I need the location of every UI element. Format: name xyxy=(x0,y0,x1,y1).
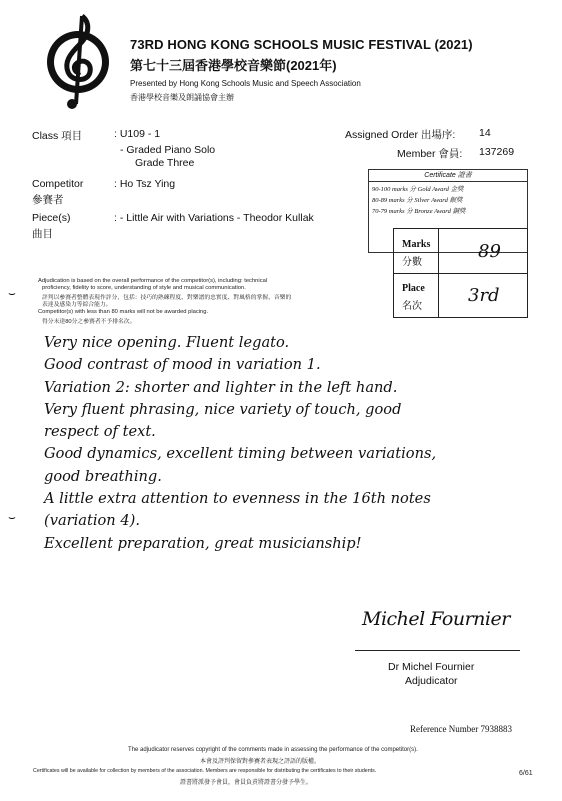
member-label: Member 會員: xyxy=(397,148,463,160)
adjudicator-comments xyxy=(44,332,544,555)
comment-line: (variation 4). xyxy=(44,512,140,530)
marks-value: 89 xyxy=(478,241,501,262)
pieces-label: Piece(s) xyxy=(32,212,71,224)
festival-title: 73RD HONG KONG SCHOOLS MUSIC FESTIVAL (2021) xyxy=(130,37,473,52)
note-line: Competitor(s) with less than 80 marks will not be awarded placing. xyxy=(38,309,209,315)
assigned-order-label: Assigned Order 出場序: xyxy=(345,129,456,141)
member-value: 137269 xyxy=(479,146,515,158)
marks-label: Marks xyxy=(402,239,431,250)
comment-line: good breathing. xyxy=(44,467,162,485)
festival-title-zh: 第七十三屆香港學校音樂節(2021年) xyxy=(130,58,337,73)
adjudicator-role: Adjudicator xyxy=(405,675,458,687)
competitor-label: Competitor xyxy=(32,178,84,190)
festival-logo xyxy=(44,12,112,112)
comment-line: Variation 2: shorter and lighter in the left hand. xyxy=(44,378,398,396)
place-label: Place xyxy=(402,283,425,294)
certificate-title: Certificate 證書 xyxy=(369,170,527,182)
pieces-label-zh: 曲目 xyxy=(32,228,53,240)
note-line: 表達及感染力等綜合能力。 xyxy=(42,302,112,308)
note-line: 評判以參賽者整體表現作評分，包括：技巧的熟練程度、對樂譜的忠實度、對風格的掌握、音樂的 xyxy=(42,295,292,301)
class-grade: Grade Three xyxy=(135,157,195,169)
marks-label-zh: 分數 xyxy=(402,257,422,268)
certificate-row-silver: 80-89 marks 分 Silver Award 銀獎 xyxy=(372,197,463,204)
footer-copyright: The adjudicator reserves copyright of the comments made in assessing the performance of the competitor(s). xyxy=(128,747,418,753)
competitor-name: : Ho Tsz Ying xyxy=(114,178,176,190)
comment-line: Very fluent phrasing, nice variety of touch, good xyxy=(44,400,402,418)
comment-line: Good dynamics, excellent timing between variations, xyxy=(44,445,437,463)
page-number: 6/61 xyxy=(519,770,533,777)
pieces-value: : - Little Air with Variations - Theodor Kullak xyxy=(114,212,314,224)
place-value: 3rd xyxy=(468,285,500,306)
competitor-label-zh: 參賽者 xyxy=(32,194,64,206)
presenter-line: Presented by Hong Kong Schools Music and Speech Association xyxy=(130,79,361,88)
note-line: Adjudication is based on the overall performance of the competitor(s), including: technical xyxy=(38,278,268,284)
class-description: - Graded Piano Solo xyxy=(120,144,216,156)
comment-line: Very nice opening. Fluent legato. xyxy=(44,334,290,351)
comment-line: Good contrast of mood in variation 1. xyxy=(44,356,321,374)
class-value: : U109 - 1 xyxy=(114,128,161,140)
punch-hole-mark: ⌣ xyxy=(8,510,16,524)
signature-line xyxy=(355,650,520,651)
note-line: proficiency, fidelity to score, understanding of style and musical communication. xyxy=(42,285,246,291)
note-line: 得分未達80分之參賽者不予排名次。 xyxy=(42,319,136,325)
comment-line: respect of text. xyxy=(44,423,156,441)
class-label: Class 項目 xyxy=(32,130,83,142)
footer-certificates: Certificates will be available for collection by members of the association. Members are responsible for distributing the certificates to their students. xyxy=(33,768,377,774)
assigned-order-value: 14 xyxy=(479,127,491,139)
comment-line: Excellent preparation, great musicianship! xyxy=(44,534,362,552)
place-label-zh: 名次 xyxy=(402,301,422,312)
footer-copyright-zh: 本會及評判保留對參賽者表現之評語的版權。 xyxy=(200,759,321,765)
results-grid xyxy=(393,228,528,318)
punch-hole-mark: ⌣ xyxy=(8,286,16,300)
adjudicator-signature: Michel Fournier xyxy=(362,608,510,630)
footer-certificates-zh: 證書將派發予會員，會員負責將證書分發予學生。 xyxy=(180,780,313,786)
certificate-row-gold: 90-100 marks 分 Gold Award 金獎 xyxy=(372,186,464,193)
comment-line: A little extra attention to evenness in the 16th notes xyxy=(44,490,431,508)
reference-number: Reference Number 7938883 xyxy=(410,724,512,734)
presenter-line-zh: 香港學校音樂及朗誦協會主辦 xyxy=(130,93,234,102)
adjudicator-name: Dr Michel Fournier xyxy=(388,661,475,673)
certificate-row-bronze: 70-79 marks 分 Bronze Award 銅獎 xyxy=(372,208,466,215)
